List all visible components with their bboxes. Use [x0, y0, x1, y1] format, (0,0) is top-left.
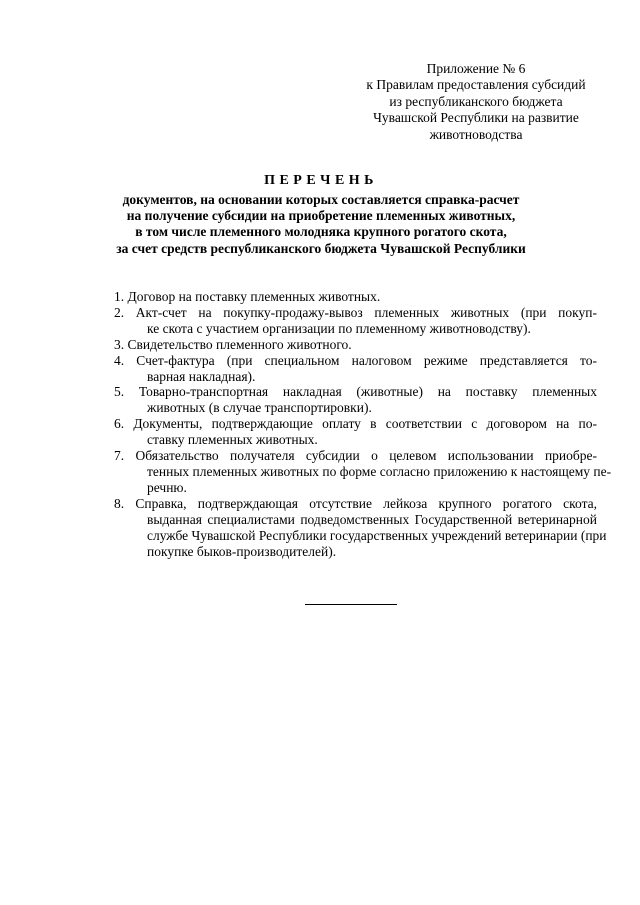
- list-item-line: ставку племенных животных.: [147, 432, 318, 448]
- list-item-line: 2. Акт-счет на покупку-продажу-вывоз племенных животных (при покуп-: [114, 304, 597, 320]
- title-subtitle: [40, 192, 602, 257]
- appendix-line: из республиканского бюджета: [389, 93, 563, 109]
- closing-separator-line: [305, 604, 397, 605]
- subtitle-line: за счет средств республиканского бюджета Чувашской Республики: [116, 240, 526, 256]
- list-item-line: 4. Счет-фактура (при специальном налоговом режиме представляется то-: [114, 352, 597, 368]
- list-item-line: 3. Свидетельство племенного животного.: [114, 336, 352, 352]
- list-item-line: 5. Товарно-транспортная накладная (животные) на поставку племенных: [114, 384, 597, 400]
- list-item-line: варная накладная).: [147, 368, 256, 384]
- list-item-line: 8. Справка, подтверждающая отсутствие лейкоза крупного рогатого скота,: [114, 495, 597, 511]
- appendix-line: Чувашской Республики на развитие: [373, 110, 579, 126]
- appendix-reference: [340, 61, 612, 143]
- list-item: [114, 416, 597, 448]
- document-title: [40, 173, 602, 257]
- list-item: [114, 289, 597, 305]
- list-item: [114, 337, 597, 353]
- appendix-line: животноводства: [429, 126, 523, 142]
- appendix-line: к Правилам предоставления субсидий: [366, 77, 586, 93]
- list-item-line: выданная специалистами подведомственных Государственной ветеринарной: [147, 511, 597, 527]
- list-item-line: 6. Документы, подтверждающие оплату в соответствии с договором на по-: [114, 416, 597, 432]
- appendix-line: Приложение № 6: [426, 61, 526, 76]
- subtitle-line: на получение субсидии на приобретение племенных животных,: [126, 208, 516, 224]
- list-item-line: ке скота с участием организации по племенному животноводству).: [147, 320, 531, 336]
- list-item: [114, 353, 597, 385]
- list-item: [114, 448, 612, 496]
- document-list: [114, 289, 612, 559]
- list-item-line: 7. Обязательство получателя субсидии о целевом использовании приобре-: [114, 448, 597, 464]
- list-item-line: покупке быков-производителей).: [147, 543, 337, 559]
- list-item-line: животных (в случае транспортировки).: [147, 400, 372, 416]
- list-item: [114, 495, 607, 560]
- title-heading: ПЕРЕЧЕНЬ: [264, 173, 378, 188]
- list-item-line: тенных племенных животных по форме согласно приложению к настоящему пе-: [147, 463, 612, 479]
- list-item: [114, 384, 597, 416]
- list-item: [114, 305, 597, 337]
- list-item-line: 1. Договор на поставку племенных животных.: [114, 289, 381, 304]
- subtitle-line: документов, на основании которых составляется справка-расчет: [122, 192, 520, 207]
- list-item-line: речню.: [147, 479, 187, 495]
- list-item-line: службе Чувашской Республики государственных учреждений ветеринарии (при: [147, 527, 607, 543]
- subtitle-line: в том числе племенного молодняка крупного рогатого скота,: [135, 224, 507, 240]
